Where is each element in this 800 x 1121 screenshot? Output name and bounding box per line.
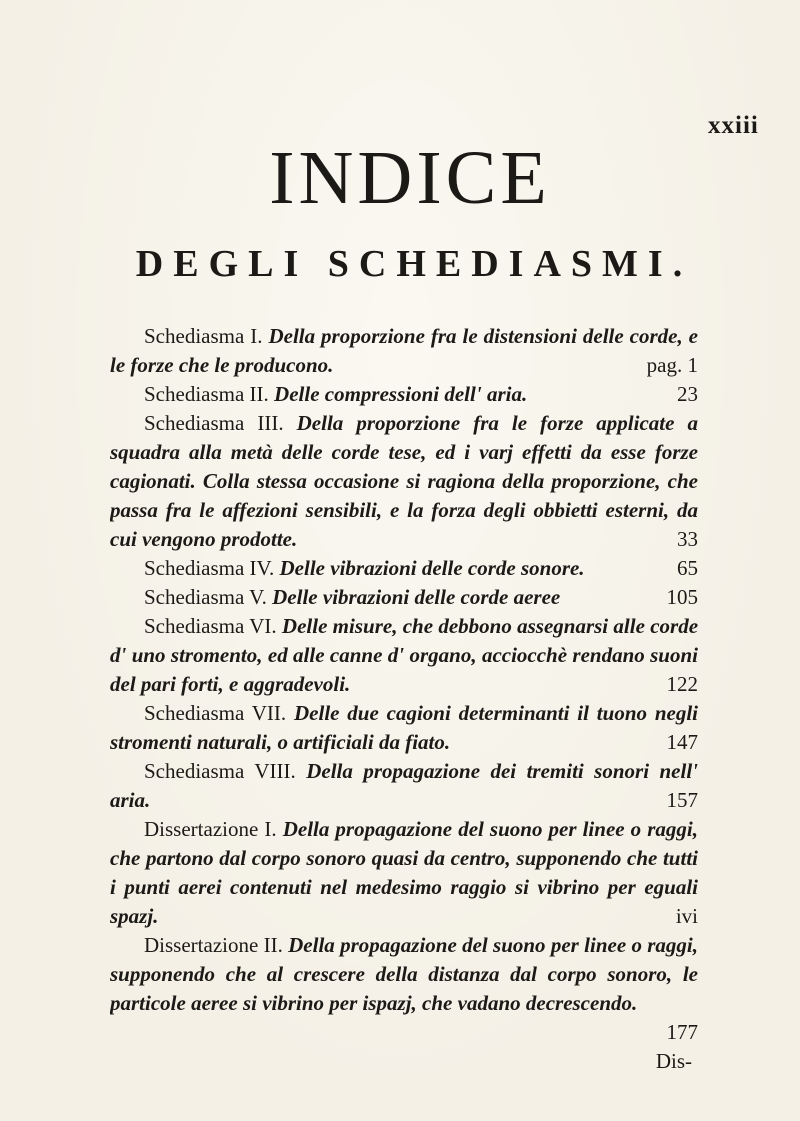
toc-entry-schediasma-3 <box>110 409 698 554</box>
toc-entry-heading: Schediasma II. <box>144 382 269 406</box>
toc-entry-page: 23 <box>677 382 698 406</box>
toc-entry-page: 65 <box>677 556 698 580</box>
toc-entry-heading: Schediasma IV. <box>144 556 275 580</box>
toc-entry-heading: Schediasma VII. <box>144 701 287 725</box>
toc-entry-description: Delle due cagioni determinanti il tuono negli stromenti naturali, o artificiali da fiato. <box>110 701 698 754</box>
toc-entry-page: 105 <box>666 585 698 609</box>
toc-entry-description: Delle vibrazioni delle corde aeree <box>272 585 561 609</box>
toc-entry-page: 177 <box>666 1020 698 1044</box>
toc-entry-page: 157 <box>666 788 698 812</box>
toc-entry-heading: Dissertazione I. <box>144 817 277 841</box>
toc-entry-heading: Schediasma VI. <box>144 614 277 638</box>
page-subtitle: DEGLI SCHEDIASMI. <box>135 243 693 285</box>
toc-entry-description: Delle compressioni dell' aria. <box>274 382 528 406</box>
toc-entry-schediasma-7 <box>110 699 698 757</box>
toc-entry-description: Della proporzione fra le forze applicate a squadra alla metà delle corde tese, ed i varj effetti da esse forze cagionati. Colla stessa occasione si ragiona della proporzione, che passa fra le affezioni sensibili, e la forza degli obbietti esterni, da cui vengono prodotte. <box>110 411 698 551</box>
toc-entry-heading: Schediasma I. <box>144 324 263 348</box>
toc-entry-description: Della proporzione fra le distensioni delle corde, e le forze che le producono. <box>110 324 698 377</box>
toc-entry-heading: Schediasma V. <box>144 585 267 609</box>
toc-entry-dissertazione-2 <box>110 931 698 1047</box>
toc-entry-page: pag. 1 <box>646 353 698 377</box>
toc-entry-schediasma-8 <box>110 757 698 815</box>
toc-entry-schediasma-4 <box>110 554 698 583</box>
toc-entry-description: Della propagazione del suono per linee o raggi, che partono dal corpo sonoro quasi da centro, supponendo che tutti i punti aerei contenuti nel medesimo raggio si vibrino per eguali spazj. <box>110 817 698 928</box>
page-title: INDICE <box>269 136 551 220</box>
toc-entry-description: Delle misure, che debbono assegnarsi alle corde d' uno stromento, ed alle canne d' organo, acciocchè rendano suoni del pari forti, e aggradevoli. <box>110 614 698 696</box>
toc-entry-schediasma-2 <box>110 380 698 409</box>
toc-entry-page: ivi <box>675 904 698 928</box>
toc-entry-schediasma-1 <box>110 322 698 380</box>
toc-entry-heading: Schediasma III. <box>144 411 284 435</box>
toc-entry-page: 147 <box>666 730 698 754</box>
catchword: Dis- <box>655 1049 692 1073</box>
toc-entry-dissertazione-1 <box>110 815 698 931</box>
toc-entry-schediasma-6 <box>110 612 698 699</box>
toc-entry-page: 33 <box>677 527 698 551</box>
toc-entry-description: Della propagazione del suono per linee o raggi, supponendo che al crescere della distanza dal corpo sonoro, le particole aeree si vibrino per ispazj, che vadano decrescendo. <box>110 933 698 1015</box>
table-of-contents <box>110 322 698 1076</box>
page-number: xxiii <box>708 112 759 139</box>
toc-entry-description: Delle vibrazioni delle corde sonore. <box>279 556 585 580</box>
toc-entry-description: Della propagazione dei tremiti sonori nell' aria. <box>110 759 698 812</box>
toc-entry-page: 122 <box>666 672 698 696</box>
toc-entry-heading: Dissertazione II. <box>144 933 283 957</box>
toc-entry-schediasma-5 <box>110 583 698 612</box>
toc-entry-heading: Schediasma VIII. <box>144 759 296 783</box>
